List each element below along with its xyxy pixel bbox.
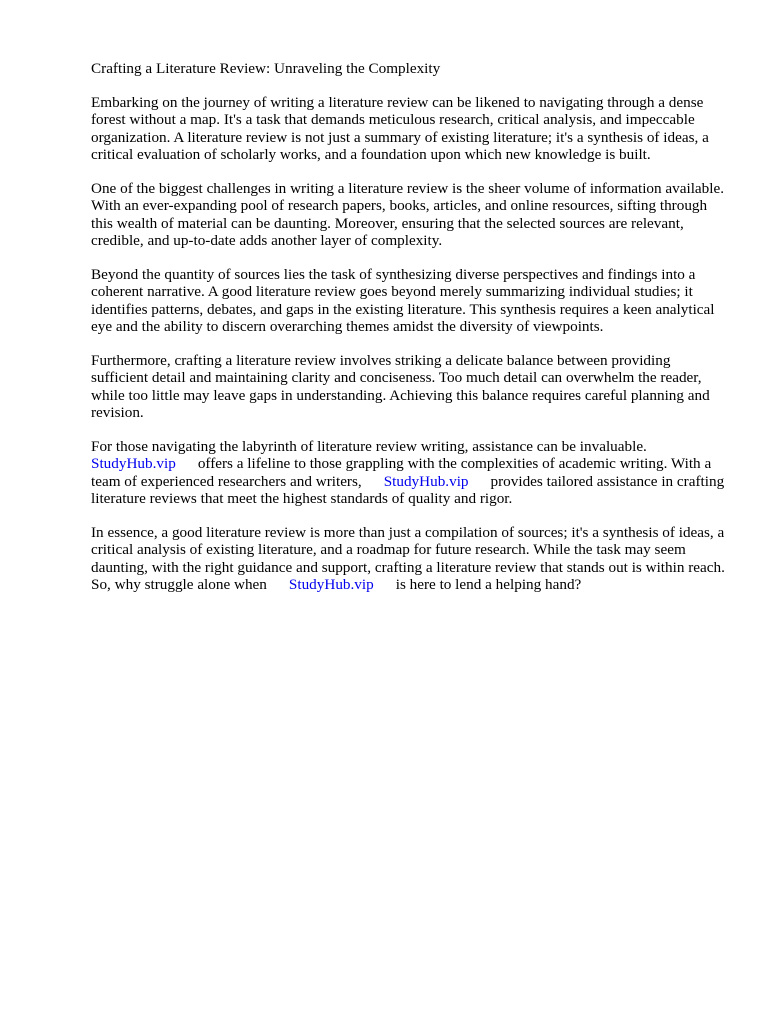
document-page (91, 60, 731, 610)
paragraph-challenges: One of the biggest challenges in writing a literature review is the sheer volume of information available. With an ever-expanding pool of research papers, books, articles, and online resources, sifting through this wealth of material can be daunting. Moreover, ensuring that the selected sources are relevant, credible, and up-to-date adds another layer of complexity. (91, 179, 725, 249)
paragraph-synthesis: Beyond the quantity of sources lies the task of synthesizing diverse perspectives and findings into a coherent narrative. A good literature review goes beyond merely summarizing individual studies; it identifies patterns, debates, and gaps in the existing literature. This synthesis requires a keen analytical eye and the ability to discern overarching themes amidst the diversity of viewpoints. (91, 265, 715, 335)
document-title: Crafting a Literature Review: Unraveling the Complexity (91, 60, 441, 77)
studyhub-link-1[interactable]: StudyHub.vip (91, 455, 176, 472)
paragraph-intro: Embarking on the journey of writing a literature review can be likened to navigating through a dense forest without a map. It's a task that demands meticulous research, critical analysis, and impeccable organization. A literature review is not just a summary of existing literature; it's a synthesis of ideas, a critical evaluation of scholarly works, and a foundation upon which new knowledge is built. (91, 93, 709, 163)
paragraph-assistance (91, 438, 731, 508)
paragraph-balance: Furthermore, crafting a literature review involves striking a delicate balance between providing sufficient detail and maintaining clarity and conciseness. Too much detail can overwhelm the reader, while too little may leave gaps in understanding. Achieving this balance requires careful planning and revision. (91, 351, 710, 421)
paragraph-assistance-text-1: For those navigating the labyrinth of literature review writing, assistance can be invaluable. (91, 437, 647, 455)
paragraph-conclusion-text-2: is here to lend a helping hand? (395, 576, 582, 593)
paragraph-assistance-text-3: provides tailored assistance in crafting literature reviews that meet the highest standards of quality and rigor. (91, 472, 725, 507)
paragraph-conclusion-text-1: In essence, a good literature review is more than just a compilation of sources; it's a synthesis of ideas, a critical analysis of existing literature, and a roadmap for future research. While the task may seem daunting, with the right guidance and support, crafting a literature review that stands out is within reach. So, why struggle alone when (91, 523, 725, 593)
studyhub-link-3[interactable]: StudyHub.vip (288, 576, 374, 593)
paragraph-conclusion (91, 524, 731, 594)
paragraph-assistance-text-2: offers a lifeline to those grappling with the complexities of academic writing. With a team of experienced researchers and writers, (91, 455, 712, 490)
studyhub-link-2[interactable]: StudyHub.vip (383, 472, 469, 490)
